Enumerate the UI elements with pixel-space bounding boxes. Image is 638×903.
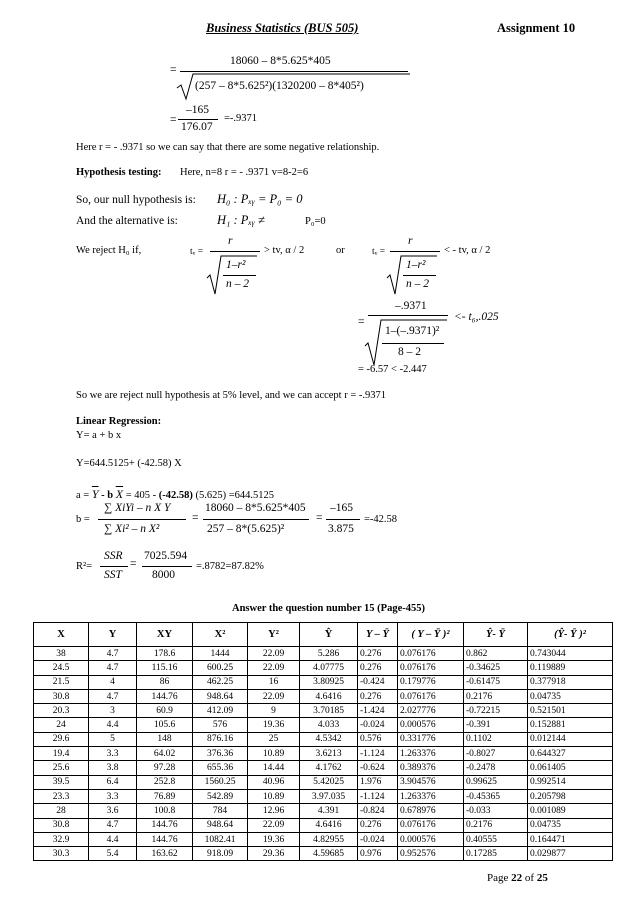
table-cell: 4.6416 — [300, 818, 358, 832]
table-cell: 20.3 — [34, 704, 89, 718]
table-cell: -0.8027 — [464, 747, 528, 761]
table-cell: 1.263376 — [398, 789, 464, 803]
r2-num2: 7025.594 — [144, 550, 188, 562]
table-cell: 21.5 — [34, 675, 89, 689]
table-cell: 4.4 — [89, 832, 137, 846]
table-cell: -1.124 — [358, 789, 398, 803]
b-num1: ∑ XiYi – n X Y — [104, 502, 171, 514]
table-cell: 576 — [193, 718, 248, 732]
b-bar1 — [98, 519, 186, 520]
column-header: Y – Ȳ — [358, 623, 398, 647]
table-cell: 2.027776 — [398, 704, 464, 718]
table-cell: 100.8 — [137, 804, 193, 818]
r2-bar1 — [100, 566, 128, 567]
table-cell: 0.076176 — [398, 661, 464, 675]
table-cell: 0.061405 — [528, 761, 613, 775]
table-cell: -0.824 — [358, 804, 398, 818]
b-label: b = — [76, 514, 90, 525]
table-cell: 3.3 — [89, 789, 137, 803]
table-row — [34, 747, 613, 761]
table-cell: 412.09 — [193, 704, 248, 718]
table-cell: 6.4 — [89, 775, 137, 789]
table-cell: 0.04735 — [528, 818, 613, 832]
table-cell: 0.2176 — [464, 818, 528, 832]
reject-prefix: We reject H₀ if, — [76, 245, 142, 256]
a-formula — [76, 487, 274, 502]
table-row — [34, 789, 613, 803]
table-row — [34, 761, 613, 775]
t-formula2-den-top: 1–r² — [406, 259, 426, 271]
tv-lhs: tᵥ = — [190, 247, 204, 257]
table-cell: 23.3 — [34, 789, 89, 803]
table-cell: -0.424 — [358, 675, 398, 689]
table-row — [34, 704, 613, 718]
assignment-label: Assignment 10 — [497, 21, 576, 35]
table-cell: 4.82955 — [300, 832, 358, 846]
table-cell: 39.5 — [34, 775, 89, 789]
r2-label: R²= — [76, 561, 93, 572]
table-cell: -0.34625 — [464, 661, 528, 675]
regression-heading: Linear Regression: — [76, 416, 162, 427]
table-cell: 4.4 — [89, 718, 137, 732]
table-cell: 3.6213 — [300, 747, 358, 761]
regression-model: Y= a + b x — [76, 430, 122, 441]
calc-eq: = — [358, 316, 365, 328]
y-bar-symbol: $\overline{Y}$ — [91, 487, 99, 501]
table-row — [34, 847, 613, 861]
table-cell: -0.2478 — [464, 761, 528, 775]
table-cell: 4.59685 — [300, 847, 358, 861]
table-cell: 5.42025 — [300, 775, 358, 789]
table-row — [34, 804, 613, 818]
column-header: (Ŷ- Ȳ )² — [528, 623, 613, 647]
table-cell: -0.45365 — [464, 789, 528, 803]
table-cell: 97.28 — [137, 761, 193, 775]
lt-critical: < - tv, α / 2 — [444, 245, 491, 256]
table-cell: 0.992514 — [528, 775, 613, 789]
t-formula-bar — [210, 251, 260, 252]
r2-eq1: = — [130, 558, 137, 570]
table-cell: 29.36 — [248, 847, 300, 861]
b-result: =-42.58 — [364, 514, 398, 525]
r2-bar2 — [142, 566, 192, 567]
or-word: or — [336, 245, 345, 256]
table-row — [34, 661, 613, 675]
hypothesis-given: Here, n=8 r = - .9371 v=8-2=6 — [180, 167, 309, 178]
column-header: Ŷ — [300, 623, 358, 647]
table-row — [34, 775, 613, 789]
table-cell: 24 — [34, 718, 89, 732]
course-title: Business Statistics (BUS 505) — [206, 21, 359, 35]
calc-numerator: –.9371 — [395, 300, 427, 312]
table-cell: 32.9 — [34, 832, 89, 846]
table-cell: 1560.25 — [193, 775, 248, 789]
table-cell: 376.36 — [193, 747, 248, 761]
table-cell: 3.3 — [89, 747, 137, 761]
table-cell: 0.276 — [358, 647, 398, 661]
table-cell: 5.4 — [89, 847, 137, 861]
t-formula2-den-bot: n – 2 — [406, 278, 429, 290]
table-cell: -0.624 — [358, 761, 398, 775]
table-cell: 4.07775 — [300, 661, 358, 675]
alt-hypothesis-expr: H₁ : Pₓᵧ ≠ — [217, 213, 265, 227]
table-cell: 19.36 — [248, 832, 300, 846]
a-label: a = — [76, 490, 92, 501]
a-minus-b: - b — [98, 490, 116, 501]
table-cell: 9 — [248, 704, 300, 718]
table-cell: 115.16 — [137, 661, 193, 675]
page-footer — [487, 872, 548, 884]
table-cell: 918.09 — [193, 847, 248, 861]
table-cell: -0.033 — [464, 804, 528, 818]
table-cell: 30.8 — [34, 689, 89, 703]
conclusion-text: So we are reject null hypothesis at 5% level, and we can accept r = -.9371 — [76, 390, 387, 401]
t-formula-inner-bar — [223, 275, 256, 276]
table-cell: 178.6 — [137, 647, 193, 661]
table-cell: 30.3 — [34, 847, 89, 861]
table-cell: 25 — [248, 732, 300, 746]
column-header: ( Y – Ȳ )² — [398, 623, 464, 647]
hypothesis-label: Hypothesis testing: — [76, 167, 162, 178]
corr-fraction-bar-2 — [178, 119, 218, 120]
corr-den2: 176.07 — [181, 121, 213, 133]
b-eq2: = — [316, 512, 323, 524]
table-cell: 0.976 — [358, 847, 398, 861]
table-cell: -0.024 — [358, 718, 398, 732]
a-bold-slope: (-42.58) — [158, 490, 193, 501]
table-cell: 22.09 — [248, 818, 300, 832]
x-bar-symbol: $\overline{X}$ — [115, 487, 124, 501]
column-header: X — [34, 623, 89, 647]
r2-den1: SST — [104, 569, 122, 581]
table-cell: 4 — [89, 675, 137, 689]
regression-fitted: Y=644.5125+ (-42.58) X — [76, 458, 182, 469]
table-cell: 3.80925 — [300, 675, 358, 689]
tv-lhs-2: tᵥ = — [372, 247, 386, 257]
column-header: Y² — [248, 623, 300, 647]
table-cell: 1444 — [193, 647, 248, 661]
table-cell: 0.521501 — [528, 704, 613, 718]
table-cell: 3.8 — [89, 761, 137, 775]
table-cell: 0.119889 — [528, 661, 613, 675]
table-cell: 10.89 — [248, 747, 300, 761]
t-formula-numerator: r — [228, 235, 233, 247]
table-cell: 1.263376 — [398, 747, 464, 761]
table-cell: 19.36 — [248, 718, 300, 732]
table-cell: 28 — [34, 804, 89, 818]
table-cell: 0.276 — [358, 818, 398, 832]
table-cell: -1.424 — [358, 704, 398, 718]
table-cell: 0.164471 — [528, 832, 613, 846]
table-cell: 252.8 — [137, 775, 193, 789]
column-header: Ŷ- Ȳ — [464, 623, 528, 647]
table-cell: 462.25 — [193, 675, 248, 689]
table-cell: 144.76 — [137, 832, 193, 846]
table-cell: 0.029877 — [528, 847, 613, 861]
table-cell: 784 — [193, 804, 248, 818]
table-header-row — [34, 623, 613, 647]
table-cell: 876.16 — [193, 732, 248, 746]
table-cell: 86 — [137, 675, 193, 689]
table-cell: 30.8 — [34, 818, 89, 832]
table-cell: 105.6 — [137, 718, 193, 732]
table-cell: 148 — [137, 732, 193, 746]
table-cell: 144.76 — [137, 818, 193, 832]
table-cell: 600.25 — [193, 661, 248, 675]
table-cell: 542.89 — [193, 789, 248, 803]
table-cell: 144.76 — [137, 689, 193, 703]
calc-bar — [368, 315, 448, 316]
table-cell: 29.6 — [34, 732, 89, 746]
table-cell: 4.1762 — [300, 761, 358, 775]
table-cell: 0.276 — [358, 689, 398, 703]
table-cell: 0.40555 — [464, 832, 528, 846]
table-cell: 14.44 — [248, 761, 300, 775]
table-cell: 4.5342 — [300, 732, 358, 746]
alt-hypothesis-prefix: And the alternative is: — [76, 215, 178, 227]
table-cell: 16 — [248, 675, 300, 689]
table-cell: 0.576 — [358, 732, 398, 746]
table-body — [34, 647, 613, 861]
table-cell: 163.62 — [137, 847, 193, 861]
table-cell: 22.09 — [248, 647, 300, 661]
t-formula2-bar — [390, 251, 440, 252]
table-cell: 3.97.035 — [300, 789, 358, 803]
null-hypothesis-expr: H₀ : Pₓᵧ = P₀ = 0 — [217, 192, 303, 206]
table-cell: 0.1102 — [464, 732, 528, 746]
table-cell: 0.389376 — [398, 761, 464, 775]
table-cell: 0.276 — [358, 661, 398, 675]
table-cell: 12.96 — [248, 804, 300, 818]
table-cell: 0.04735 — [528, 689, 613, 703]
table-cell: 4.7 — [89, 818, 137, 832]
table-cell: 5.286 — [300, 647, 358, 661]
table-cell: 0.152881 — [528, 718, 613, 732]
table-cell: 0.000576 — [398, 718, 464, 732]
b-den1: ∑ Xi² – n X² — [104, 523, 160, 535]
table-cell: 0.012144 — [528, 732, 613, 746]
b-den3: 3.875 — [328, 523, 354, 535]
table-row — [34, 732, 613, 746]
table-cell: -1.124 — [358, 747, 398, 761]
corr-denominator: (257 – 8*5.625²)(1320200 – 8*405²) — [195, 80, 364, 92]
page-number: 22 — [511, 872, 523, 884]
table-cell: -0.61475 — [464, 675, 528, 689]
table-cell: 1.976 — [358, 775, 398, 789]
b-eq1: = — [192, 512, 199, 524]
table-cell: 0.678976 — [398, 804, 464, 818]
table-cell: 22.09 — [248, 661, 300, 675]
page-total: 25 — [536, 872, 548, 884]
table-cell: 76.89 — [137, 789, 193, 803]
r2-den2: 8000 — [152, 569, 175, 581]
table-cell: 0.644327 — [528, 747, 613, 761]
table-cell: 0.076176 — [398, 818, 464, 832]
page-prefix: Page — [487, 872, 509, 884]
table-cell: 4.6416 — [300, 689, 358, 703]
r2-num1: SSR — [104, 550, 123, 562]
table-cell: 64.02 — [137, 747, 193, 761]
table-cell: 3.6 — [89, 804, 137, 818]
table-cell: 948.64 — [193, 689, 248, 703]
table-cell: 0.076176 — [398, 689, 464, 703]
table-row — [34, 675, 613, 689]
table-cell: 40.96 — [248, 775, 300, 789]
table-cell: 19.4 — [34, 747, 89, 761]
corr-eq1: = — [170, 64, 177, 76]
table-cell: 0.17285 — [464, 847, 528, 861]
table-cell: 948.64 — [193, 818, 248, 832]
null-hypothesis-prefix: So, our null hypothesis is: — [76, 194, 196, 206]
table-row — [34, 718, 613, 732]
table-cell: 0.000576 — [398, 832, 464, 846]
table-cell: 0.205798 — [528, 789, 613, 803]
corr-eq2: = — [170, 114, 177, 126]
table-row — [34, 689, 613, 703]
table-cell: 0.2176 — [464, 689, 528, 703]
alt-hypothesis-tail: P₀=0 — [305, 216, 326, 227]
calc-critical: <- t₆,.025 — [454, 311, 499, 323]
column-header: Y — [89, 623, 137, 647]
corr-numerator: 18060 – 8*5.625*405 — [230, 55, 331, 67]
table-cell: 0.743044 — [528, 647, 613, 661]
table-cell: 3 — [89, 704, 137, 718]
t-formula-den-bot: n – 2 — [226, 278, 249, 290]
table-cell: 4.7 — [89, 647, 137, 661]
table-cell: 0.331776 — [398, 732, 464, 746]
table-cell: 38 — [34, 647, 89, 661]
calc-den-bot: 8 – 2 — [398, 346, 421, 358]
table-cell: 0.377918 — [528, 675, 613, 689]
data-table — [33, 622, 613, 861]
gt-critical: > tv, α / 2 — [264, 245, 305, 256]
table-cell: -0.024 — [358, 832, 398, 846]
table-cell: 5 — [89, 732, 137, 746]
table-row — [34, 832, 613, 846]
column-header: X² — [193, 623, 248, 647]
calc-den-top: 1–(–.9371)² — [385, 325, 440, 337]
table-cell: 4.7 — [89, 689, 137, 703]
table-cell: 60.9 — [137, 704, 193, 718]
table-cell: 4.391 — [300, 804, 358, 818]
table-cell: 0.99625 — [464, 775, 528, 789]
page-of: of — [524, 872, 535, 884]
table-cell: 0.076176 — [398, 647, 464, 661]
table-cell: 4.033 — [300, 718, 358, 732]
table-cell: 1082.41 — [193, 832, 248, 846]
b-num2: 18060 – 8*5.625*405 — [205, 502, 306, 514]
t-formula2-numerator: r — [408, 235, 413, 247]
table-cell: 4.7 — [89, 661, 137, 675]
table-title: Answer the question number 15 (Page-455) — [232, 603, 425, 614]
table-cell: -0.391 — [464, 718, 528, 732]
calc-inner-bar — [382, 343, 444, 344]
t-formula-den-top: 1–r² — [226, 259, 246, 271]
table-cell: 22.09 — [248, 689, 300, 703]
interpretation-text: Here r = - .9371 so we can say that there are some negative relationship. — [76, 142, 380, 153]
table-cell: 0.862 — [464, 647, 528, 661]
table-cell: -0.72215 — [464, 704, 528, 718]
b-bar3 — [326, 519, 360, 520]
t-formula2-inner-bar — [403, 275, 436, 276]
table-row — [34, 647, 613, 661]
column-header: XY — [137, 623, 193, 647]
table-cell: 0.179776 — [398, 675, 464, 689]
table-cell: 655.36 — [193, 761, 248, 775]
table-cell: 24.5 — [34, 661, 89, 675]
b-num3: –165 — [330, 502, 353, 514]
calc-result: = -6.57 < -2.447 — [358, 364, 427, 375]
r2-result: =.8782=87.82% — [196, 561, 264, 572]
table-cell: 10.89 — [248, 789, 300, 803]
b-bar2 — [203, 519, 309, 520]
corr-num2: –165 — [186, 104, 209, 116]
table-cell: 0.001089 — [528, 804, 613, 818]
table-row — [34, 818, 613, 832]
b-den2: 257 – 8*(5.625)² — [207, 523, 285, 535]
a-rest: = 405 - — [123, 490, 159, 501]
table-cell: 25.6 — [34, 761, 89, 775]
table-cell: 3.70185 — [300, 704, 358, 718]
corr-result: =-.9371 — [224, 113, 258, 124]
table-cell: 0.952576 — [398, 847, 464, 861]
a-end: (5.625) =644.5125 — [192, 490, 275, 501]
table-cell: 3.904576 — [398, 775, 464, 789]
